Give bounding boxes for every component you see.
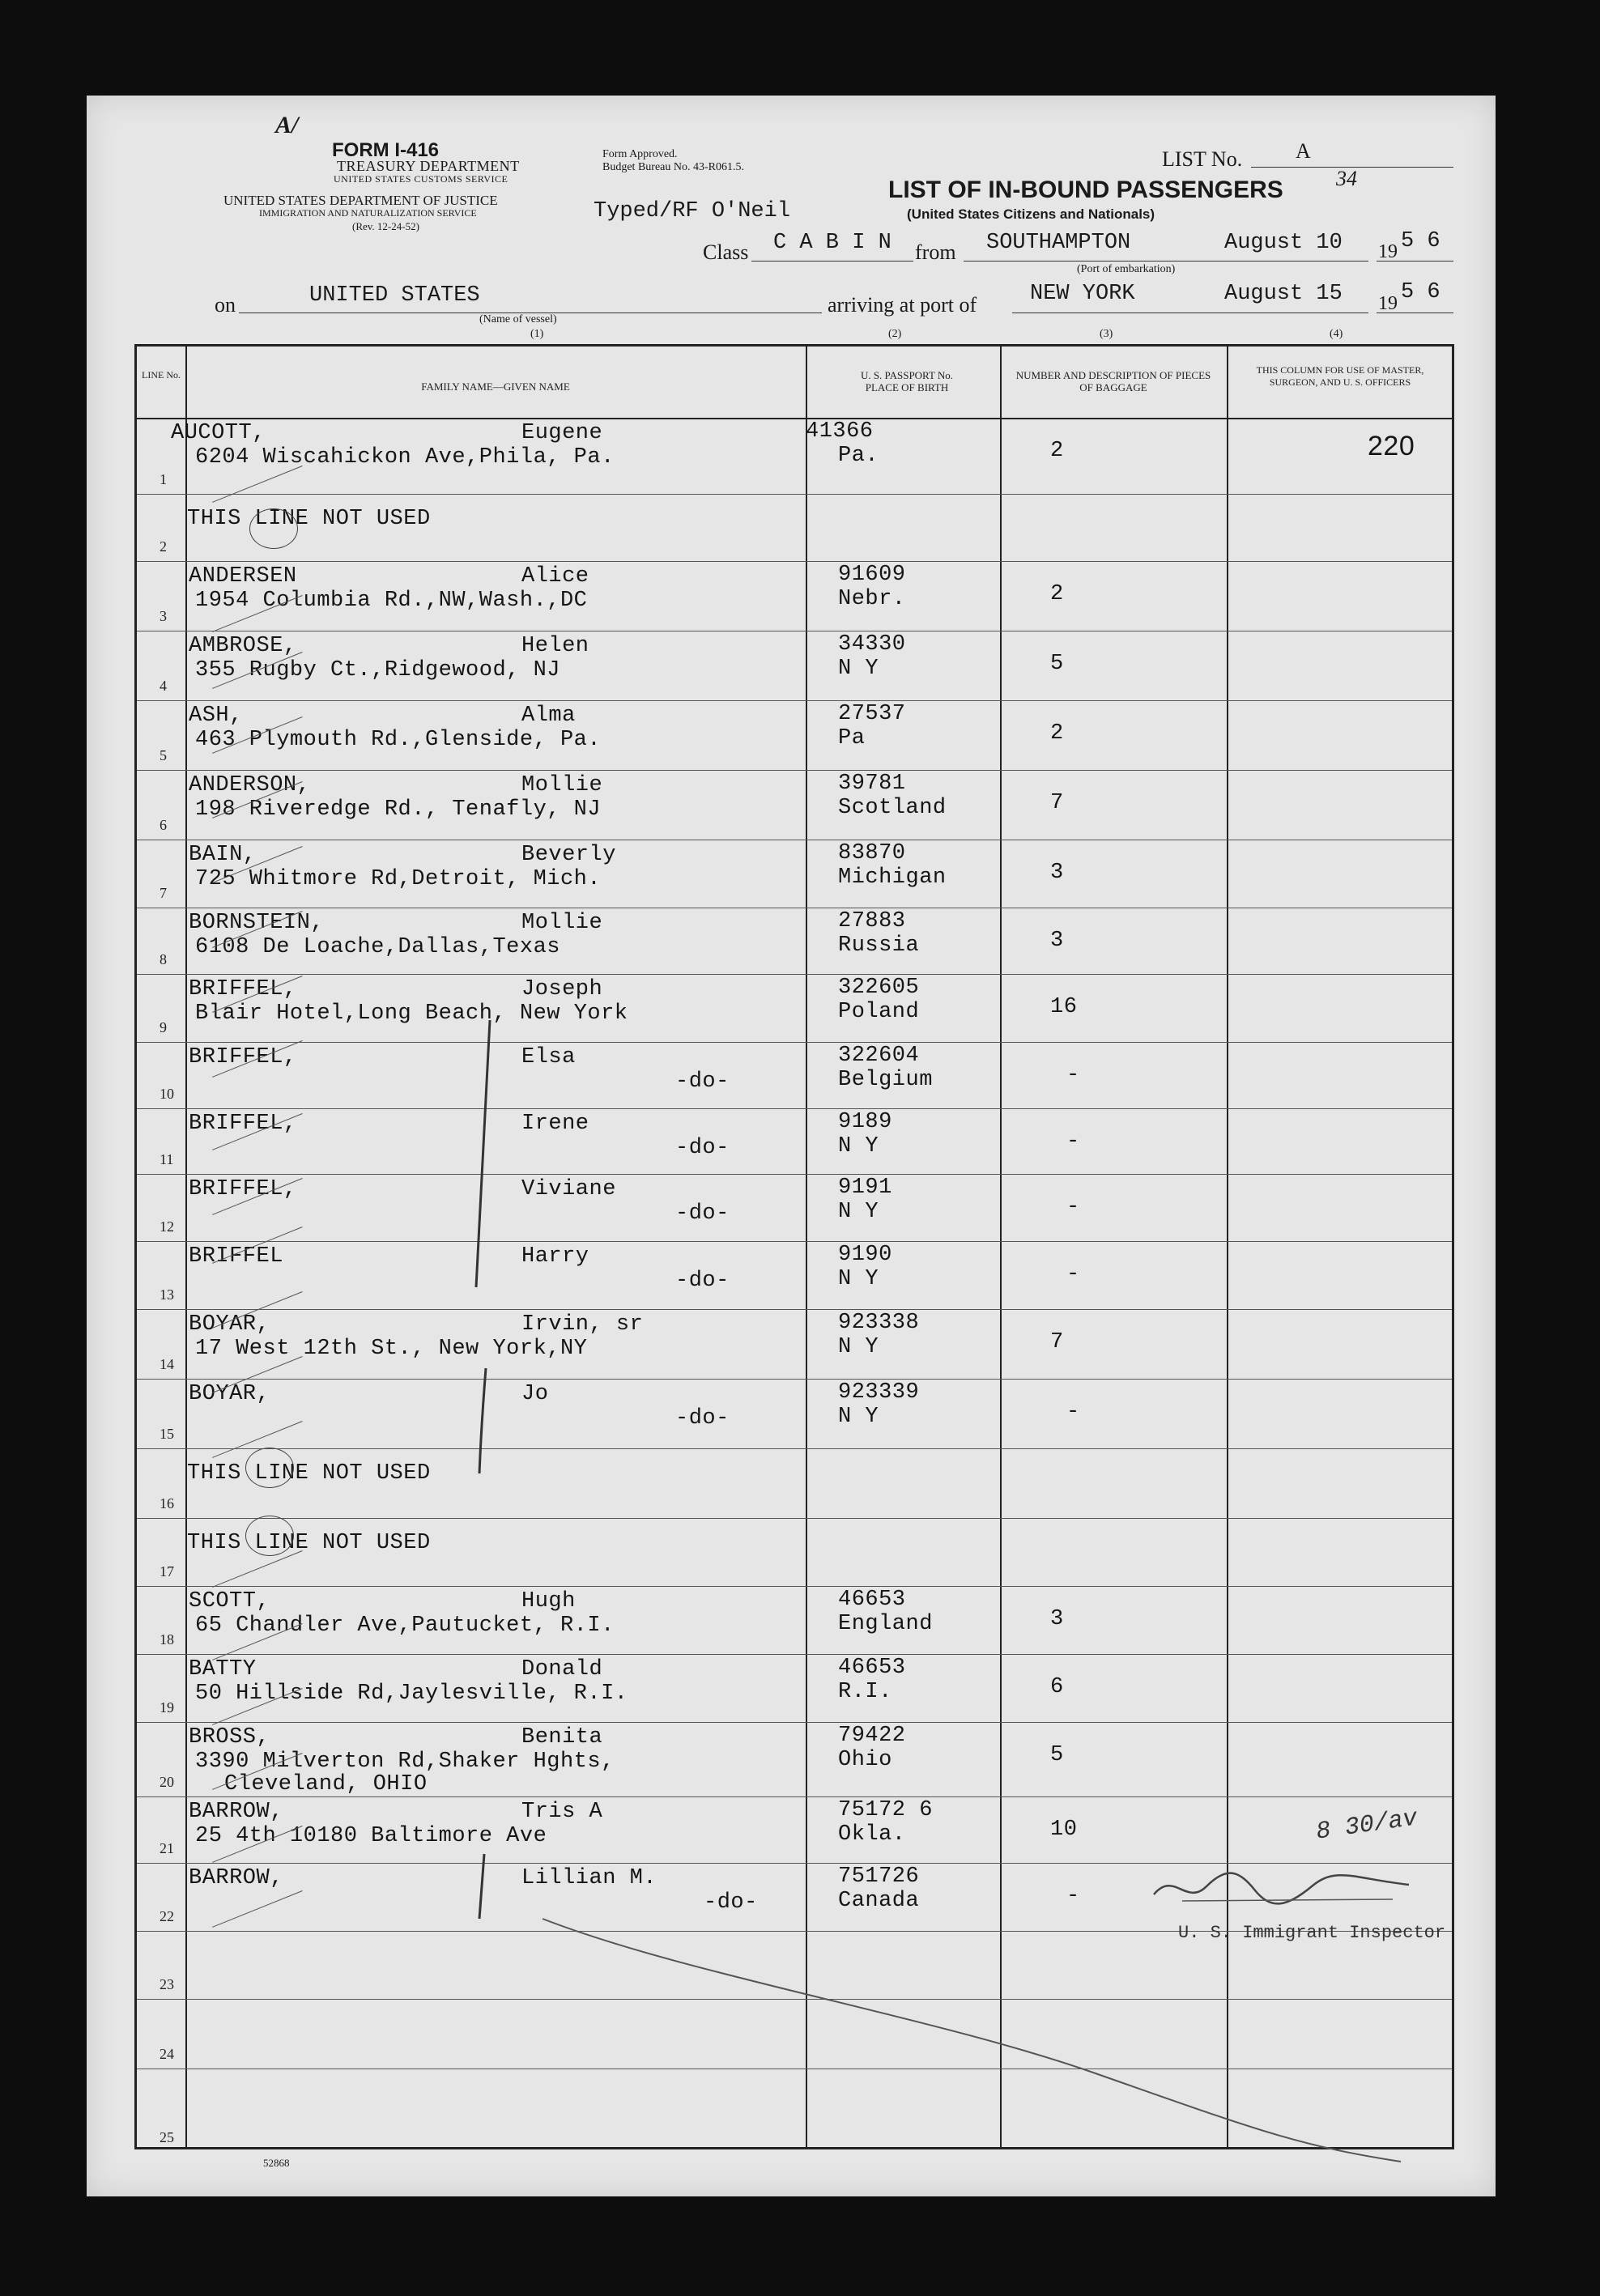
place-of-birth: R.I.	[838, 1680, 892, 1704]
family-name: BRIFFEL	[189, 1244, 283, 1269]
address: 3390 Milverton Rd,Shaker Hghts,	[195, 1750, 615, 1774]
document-subtitle: (United States Citizens and Nationals)	[907, 206, 1155, 222]
pencil-stroke	[526, 1911, 1417, 2170]
address: -do-	[675, 1406, 730, 1431]
embark-caption: (Port of embarkation)	[1077, 263, 1176, 275]
family-name: ANDERSEN	[189, 564, 297, 589]
passport-number: 9191	[838, 1176, 892, 1200]
row-number: 24	[160, 2046, 174, 2062]
baggage-count: 2	[1050, 439, 1064, 463]
given-name: Tris A	[521, 1800, 603, 1824]
given-name: Irene	[521, 1112, 589, 1136]
family-name: SCOTT,	[189, 1589, 270, 1614]
form-number: FORM I-416	[332, 139, 440, 161]
row-number: 19	[160, 1699, 174, 1716]
family-name: BRIFFEL,	[189, 977, 297, 1001]
year-prefix-2: 19	[1378, 293, 1398, 314]
row-number: 15	[160, 1426, 174, 1442]
family-name: ANDERSON,	[189, 773, 311, 797]
baggage-count: 2	[1050, 721, 1064, 746]
address: 725 Whitmore Rd,Detroit, Mich.	[195, 867, 602, 891]
family-name: BOYAR,	[189, 1312, 270, 1337]
row-divider	[137, 1174, 1452, 1175]
circled-line-number	[249, 508, 298, 549]
address: 355 Rugby Ct.,Ridgewood, NJ	[195, 658, 560, 682]
justice-dept: UNITED STATES DEPARTMENT OF JUSTICE	[223, 193, 498, 208]
list-no-value: A	[1296, 139, 1311, 163]
given-name: Donald	[521, 1657, 603, 1682]
header-passport: U. S. PASSPORT No. PLACE OF BIRTH	[860, 369, 954, 393]
place-of-birth: N Y	[838, 1134, 879, 1159]
family-name: BOYAR,	[189, 1382, 270, 1406]
baggage-count: -	[1066, 1063, 1080, 1087]
corner-mark: A/	[275, 112, 299, 138]
row-number: 18	[160, 1631, 174, 1648]
passport-number: 27883	[838, 909, 906, 933]
given-name: Eugene	[521, 421, 603, 445]
header-line-no: LINE No.	[142, 369, 181, 381]
row-number: 14	[160, 1356, 174, 1372]
baggage-count: -	[1066, 1129, 1080, 1154]
treasury-dept: TREASURY DEPARTMENT	[337, 158, 520, 174]
given-name: Joseph	[521, 977, 603, 1001]
baggage-count: 3	[1050, 861, 1064, 885]
row-number: 11	[160, 1151, 174, 1167]
address: -do-	[704, 1890, 758, 1915]
given-name: Benita	[521, 1725, 603, 1750]
row-divider	[137, 974, 1452, 975]
family-name: BAIN,	[189, 843, 257, 867]
address: 198 Riveredge Rd., Tenafly, NJ	[195, 797, 602, 822]
place-of-birth: Belgium	[838, 1068, 933, 1092]
passport-number: 46653	[838, 1656, 906, 1680]
row-divider	[137, 1241, 1452, 1242]
from-label: from	[915, 240, 956, 264]
family-name: AMBROSE,	[189, 634, 297, 658]
passport-number: 79422	[838, 1724, 906, 1748]
given-name: Alice	[521, 564, 589, 589]
row-not-used: THIS LINE NOT USED	[187, 1531, 431, 1555]
row-number: 13	[160, 1286, 174, 1303]
given-name: Jo	[521, 1382, 549, 1406]
arrival-port: NEW YORK	[1030, 282, 1135, 306]
row-number: 6	[160, 817, 167, 833]
passport-number: 91609	[838, 563, 906, 587]
row-divider	[137, 1586, 1452, 1587]
place-of-birth: N Y	[838, 1200, 879, 1224]
address: -do-	[675, 1069, 730, 1094]
row-divider	[137, 1518, 1452, 1519]
address: 6204 Wiscahickon Ave,Phila, Pa.	[195, 445, 615, 470]
col-number-2: (2)	[888, 328, 902, 340]
given-name: Mollie	[521, 911, 603, 935]
row-number: 10	[160, 1086, 174, 1102]
row-not-used: THIS LINE NOT USED	[187, 1461, 431, 1486]
address: 17 West 12th St., New York,NY	[195, 1337, 588, 1361]
place-of-birth: N Y	[838, 1405, 879, 1429]
form-approved: Form Approved.	[602, 148, 678, 160]
row-not-used: THIS LINE NOT USED	[187, 507, 431, 531]
class-label: Class	[703, 240, 749, 264]
customs-service: UNITED STATES CUSTOMS SERVICE	[334, 173, 509, 185]
address: 463 Plymouth Rd.,Glenside, Pa.	[195, 728, 602, 752]
family-name: BROSS,	[189, 1725, 270, 1750]
annotation-note: 8 30/av	[1314, 1805, 1419, 1847]
given-name: Lillian M.	[521, 1866, 657, 1890]
baggage-count: 6	[1050, 1675, 1064, 1699]
place-of-birth: Nebr.	[838, 587, 906, 611]
row-number: 9	[160, 1019, 167, 1035]
vessel-name: UNITED STATES	[309, 283, 480, 308]
baggage-count: 3	[1050, 1607, 1064, 1631]
inspector-caption: U. S. Immigrant Inspector	[1178, 1923, 1446, 1943]
row-number: 3	[160, 608, 167, 624]
address: -do-	[675, 1269, 730, 1293]
address: 65 Chandler Ave,Pautucket, R.I.	[195, 1614, 615, 1638]
arrival-date: August 15	[1224, 282, 1343, 306]
passport-number: 923338	[838, 1311, 920, 1335]
passport-number: 46653	[838, 1588, 906, 1612]
given-name: Hugh	[521, 1589, 576, 1614]
place-of-birth: Ohio	[838, 1748, 892, 1772]
baggage-count: 7	[1050, 791, 1064, 815]
address: 1954 Columbia Rd.,NW,Wash.,DC	[195, 589, 588, 613]
row-number: 16	[160, 1495, 174, 1512]
row-number: 22	[160, 1908, 174, 1924]
row-number: 2	[160, 538, 167, 555]
place-of-birth: Pa.	[838, 444, 879, 468]
header-name: FAMILY NAME—GIVEN NAME	[421, 381, 570, 393]
place-of-birth: Poland	[838, 1000, 920, 1024]
passport-number: 751726	[838, 1864, 920, 1889]
document-title: LIST OF IN-BOUND PASSENGERS	[888, 176, 1283, 203]
typed-by: Typed/RF O'Neil	[594, 199, 791, 223]
given-name: Alma	[521, 704, 576, 728]
row-divider	[137, 1379, 1452, 1380]
port-embarkation: SOUTHAMPTON	[986, 231, 1131, 255]
baggage-count: 10	[1050, 1818, 1078, 1842]
row-divider	[137, 561, 1452, 562]
header-baggage: NUMBER AND DESCRIPTION OF PIECES OF BAGGAGE	[1015, 369, 1211, 393]
row-number: 7	[160, 885, 167, 901]
officer-note: 220	[1368, 431, 1415, 461]
row-number: 5	[160, 747, 167, 763]
form-print-number: 52868	[263, 2157, 290, 2169]
passport-number: 27537	[838, 702, 906, 726]
list-sub-number: 34	[1336, 167, 1357, 190]
header-officers: THIS COLUMN FOR USE OF MASTER, SURGEON, AND U. S. OFFICERS	[1256, 364, 1424, 388]
row-number: 25	[160, 2129, 174, 2145]
col-number-4: (4)	[1330, 328, 1343, 340]
row-number: 1	[160, 471, 167, 487]
given-name: Beverly	[521, 843, 616, 867]
family-name: BATTY	[189, 1657, 257, 1682]
ins-service: IMMIGRATION AND NATURALIZATION SERVICE	[259, 207, 477, 219]
given-name: Helen	[521, 634, 589, 658]
family-name: BRIFFEL,	[189, 1177, 297, 1201]
embark-date: August 10	[1224, 231, 1343, 255]
given-name: Harry	[521, 1244, 589, 1269]
col-number-1: (1)	[530, 328, 544, 340]
baggage-count: 3	[1050, 929, 1064, 953]
given-name: Mollie	[521, 773, 603, 797]
list-no-label: LIST No.	[1162, 147, 1243, 171]
vessel-caption: (Name of vessel)	[479, 313, 557, 325]
place-of-birth: Russia	[838, 933, 920, 958]
passport-number: 34330	[838, 632, 906, 657]
address: 6108 De Loache,Dallas,Texas	[195, 935, 560, 959]
place-of-birth: Canada	[838, 1889, 920, 1913]
passport-number: 9189	[838, 1110, 892, 1134]
row-divider	[137, 770, 1452, 771]
revision: (Rev. 12-24-52)	[352, 220, 419, 232]
baggage-count: -	[1066, 1195, 1080, 1219]
place-of-birth: N Y	[838, 1335, 879, 1359]
row-divider	[137, 494, 1452, 495]
family-name: BARROW,	[189, 1800, 283, 1824]
row-divider	[137, 1448, 1452, 1449]
baggage-count: -	[1066, 1262, 1080, 1286]
address: 50 Hillside Rd,Jaylesville, R.I.	[195, 1682, 628, 1706]
row-number: 20	[160, 1774, 174, 1790]
baggage-count: -	[1066, 1400, 1080, 1424]
pencil-bracket	[453, 1020, 502, 1927]
baggage-count: 16	[1050, 995, 1078, 1019]
baggage-count: 5	[1050, 1743, 1064, 1767]
passport-number: 322605	[838, 976, 920, 1000]
arriving-label: arriving at port of	[828, 293, 977, 317]
passport-number: 9190	[838, 1243, 892, 1267]
year-suffix-2: 5 6	[1401, 280, 1440, 304]
passport-number: 75172 6	[838, 1798, 933, 1822]
budget-bureau: Budget Bureau No. 43-R061.5.	[602, 161, 744, 173]
row-number: 12	[160, 1218, 174, 1235]
place-of-birth: Pa	[838, 726, 866, 750]
passport-number: 83870	[838, 841, 906, 865]
address: Blair Hotel,Long Beach, New York	[195, 1001, 628, 1026]
year-prefix: 19	[1378, 241, 1398, 262]
place-of-birth: Okla.	[838, 1822, 906, 1847]
place-of-birth: N Y	[838, 657, 879, 681]
col-number-3: (3)	[1100, 328, 1113, 340]
address: -do-	[675, 1201, 730, 1226]
family-name: AUCOTT,	[171, 421, 266, 445]
row-divider	[137, 1042, 1452, 1043]
row-number: 17	[160, 1563, 174, 1580]
row-divider	[137, 1654, 1452, 1655]
row-divider	[137, 1309, 1452, 1310]
row-number: 4	[160, 678, 167, 694]
circled-line-number	[245, 1448, 294, 1488]
year-suffix: 5 6	[1401, 229, 1440, 253]
given-name: Elsa	[521, 1045, 576, 1069]
baggage-count: 5	[1050, 652, 1064, 676]
family-name: BORNSTEIN,	[189, 911, 325, 935]
row-divider	[137, 1108, 1452, 1109]
row-divider	[137, 1722, 1452, 1723]
row-divider	[137, 1796, 1452, 1797]
baggage-count: -	[1066, 1884, 1080, 1908]
circled-line-number	[245, 1516, 294, 1556]
passport-number: 923339	[838, 1380, 920, 1405]
place-of-birth: Michigan	[838, 865, 947, 890]
family-name: BRIFFEL,	[189, 1045, 297, 1069]
passport-number: 39781	[838, 772, 906, 796]
on-label: on	[215, 293, 236, 317]
family-name: BARROW,	[189, 1866, 283, 1890]
place-of-birth: Scotland	[838, 796, 947, 820]
row-divider	[137, 700, 1452, 701]
address: 25 4th 10180 Baltimore Ave	[195, 1824, 547, 1848]
baggage-count: 2	[1050, 582, 1064, 606]
row-number: 21	[160, 1840, 174, 1856]
class-value: C A B I N	[773, 231, 891, 255]
place-of-birth: England	[838, 1612, 933, 1636]
address: -do-	[675, 1136, 730, 1160]
row-number: 23	[160, 1976, 174, 1992]
given-name: Irvin, sr	[521, 1312, 644, 1337]
row-number: 8	[160, 951, 167, 967]
place-of-birth: N Y	[838, 1267, 879, 1291]
passport-number: 41366	[806, 419, 874, 444]
family-name: ASH,	[189, 704, 243, 728]
address-line-2: Cleveland, OHIO	[224, 1772, 428, 1796]
passport-number: 322604	[838, 1044, 920, 1068]
given-name: Viviane	[521, 1177, 616, 1201]
baggage-count: 7	[1050, 1330, 1064, 1354]
family-name: BRIFFEL,	[189, 1112, 297, 1136]
